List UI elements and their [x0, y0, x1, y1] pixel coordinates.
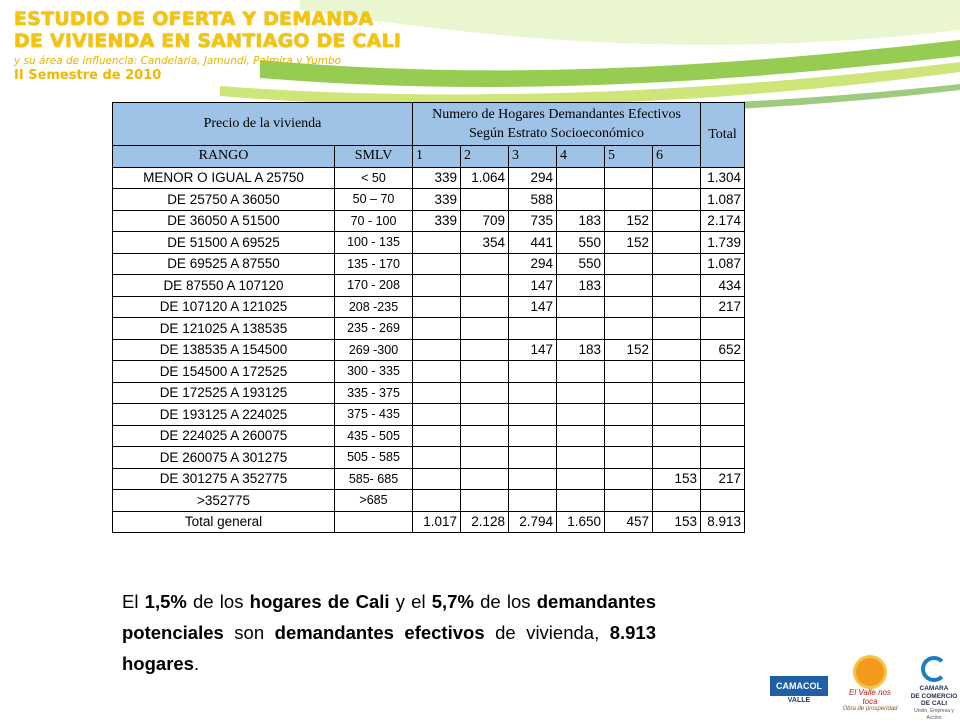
estrato-cell: 339: [413, 210, 461, 232]
estrato-cell: [509, 382, 557, 404]
estrato-cell: [557, 468, 605, 490]
estrato-cell: [557, 490, 605, 512]
rango-cell: DE 172525 A 193125: [113, 382, 335, 404]
note-text: de vivienda,: [484, 622, 610, 643]
header-title-block: [14, 8, 401, 84]
estrato-cell: [605, 318, 653, 340]
smlv-cell: 269 -300: [335, 339, 413, 361]
estrato-cell: [509, 404, 557, 426]
estrato-cell: [557, 361, 605, 383]
total-estrato-cell: 1.017: [413, 511, 461, 533]
header-demand-line1: Numero de Hogares Demandantes Efectivos: [432, 107, 681, 122]
total-estrato-cell: 2.794: [509, 511, 557, 533]
rango-cell: DE 301275 A 352775: [113, 468, 335, 490]
total-cell: [701, 490, 745, 512]
smlv-cell: 375 - 435: [335, 404, 413, 426]
estrato-cell: [653, 296, 701, 318]
estrato-cell: [653, 275, 701, 297]
estrato-cell: 339: [413, 189, 461, 211]
summary-note: [122, 586, 656, 679]
smlv-cell: 335 - 375: [335, 382, 413, 404]
rango-cell: DE 51500 A 69525: [113, 232, 335, 254]
estrato-cell: 294: [509, 253, 557, 275]
header-rango: RANGO: [113, 146, 335, 168]
note-text: El: [122, 591, 145, 612]
estrato-cell: [413, 232, 461, 254]
estrato-cell: [461, 189, 509, 211]
rango-cell: DE 138535 A 154500: [113, 339, 335, 361]
smlv-cell: 435 - 505: [335, 425, 413, 447]
estrato-cell: 147: [509, 275, 557, 297]
note-text: de los: [186, 591, 250, 612]
total-estrato-cell: 2.128: [461, 511, 509, 533]
rango-cell: DE 25750 A 36050: [113, 189, 335, 211]
header-estrato: 2: [461, 146, 509, 168]
header-estrato: 1: [413, 146, 461, 168]
table-row: [113, 425, 745, 447]
estrato-cell: [605, 253, 653, 275]
estrato-cell: 183: [557, 210, 605, 232]
total-smlv-cell: [335, 511, 413, 533]
camacol-logo: [770, 676, 828, 706]
estrato-cell: [461, 296, 509, 318]
total-cell: 1.087: [701, 189, 745, 211]
table-row: [113, 447, 745, 469]
estrato-cell: [653, 404, 701, 426]
smlv-cell: 208 -235: [335, 296, 413, 318]
semester: II Semestre de 2010: [14, 68, 162, 83]
estrato-cell: [413, 404, 461, 426]
table-head-row-1: [113, 103, 745, 146]
note-text: .: [193, 653, 200, 674]
estrato-cell: [413, 296, 461, 318]
estrato-cell: [605, 404, 653, 426]
estrato-cell: 339: [413, 167, 461, 189]
ring-icon: [921, 656, 947, 682]
table-head-row-2: [113, 146, 745, 168]
smlv-cell: 50 – 70: [335, 189, 413, 211]
header-estrato: 5: [605, 146, 653, 168]
subtitle: y su área de influencia: Candelaria, Jamundí, Palmira y Yumbo: [14, 55, 342, 67]
total-label: Total general: [113, 511, 335, 533]
estrato-cell: 152: [605, 339, 653, 361]
table-row: [113, 339, 745, 361]
smlv-cell: 585- 685: [335, 468, 413, 490]
estrato-cell: [413, 361, 461, 383]
rango-cell: DE 260075 A 301275: [113, 447, 335, 469]
total-cell: 1.739: [701, 232, 745, 254]
title-line-2: DE VIVIENDA EN SANTIAGO DE CALI: [14, 30, 402, 52]
estrato-cell: [605, 382, 653, 404]
estrato-cell: [605, 468, 653, 490]
total-cell: [701, 447, 745, 469]
estrato-cell: [413, 468, 461, 490]
estrato-cell: [557, 296, 605, 318]
estrato-cell: 183: [557, 339, 605, 361]
estrato-cell: [653, 189, 701, 211]
estrato-cell: 735: [509, 210, 557, 232]
estrato-cell: [653, 447, 701, 469]
smlv-cell: 235 - 269: [335, 318, 413, 340]
table-body: [113, 167, 745, 533]
table-row: [113, 275, 745, 297]
estrato-cell: [653, 318, 701, 340]
total-row: [113, 511, 745, 533]
table-row: [113, 404, 745, 426]
estrato-cell: [605, 296, 653, 318]
smlv-cell: >685: [335, 490, 413, 512]
table-row: [113, 232, 745, 254]
smlv-cell: 100 - 135: [335, 232, 413, 254]
estrato-cell: [605, 425, 653, 447]
valle-logo-text: El Valle nos toca: [849, 688, 891, 706]
estrato-cell: 1.064: [461, 167, 509, 189]
estrato-cell: [509, 490, 557, 512]
smlv-cell: 70 - 100: [335, 210, 413, 232]
estrato-cell: [461, 447, 509, 469]
note-text: y el: [389, 591, 432, 612]
estrato-cell: [461, 425, 509, 447]
rango-cell: DE 224025 A 260075: [113, 425, 335, 447]
estrato-cell: [653, 382, 701, 404]
total-cell: [701, 318, 745, 340]
camacol-logo-bar: CAMACOL: [770, 676, 828, 696]
total-cell: 217: [701, 468, 745, 490]
table-row: [113, 167, 745, 189]
rango-cell: DE 36050 A 51500: [113, 210, 335, 232]
estrato-cell: 147: [509, 339, 557, 361]
table-row: [113, 253, 745, 275]
estrato-cell: [413, 318, 461, 340]
grand-total-cell: 8.913: [701, 511, 745, 533]
estrato-cell: 709: [461, 210, 509, 232]
cc-logo-text-1: CAMARA: [919, 685, 949, 692]
header-demand: [413, 103, 701, 146]
table-row: [113, 382, 745, 404]
note-bold: 8.913 hogares: [122, 622, 657, 674]
estrato-cell: 183: [557, 275, 605, 297]
estrato-cell: [653, 210, 701, 232]
note-bold: demandantes efectivos: [274, 622, 485, 643]
valle-nos-toca-logo: [842, 652, 898, 718]
estrato-cell: [509, 318, 557, 340]
rango-cell: DE 87550 A 107120: [113, 275, 335, 297]
estrato-cell: [653, 232, 701, 254]
estrato-cell: 550: [557, 253, 605, 275]
table-row: [113, 490, 745, 512]
total-cell: 1.087: [701, 253, 745, 275]
estrato-cell: [557, 425, 605, 447]
estrato-cell: [605, 447, 653, 469]
sponsor-logos: [770, 652, 960, 720]
estrato-cell: [461, 318, 509, 340]
estrato-cell: [557, 382, 605, 404]
total-cell: [701, 404, 745, 426]
table-row: [113, 318, 745, 340]
total-estrato-cell: 457: [605, 511, 653, 533]
note-bold: 1,5%: [144, 591, 187, 612]
note-text: son: [223, 622, 275, 643]
rango-cell: DE 193125 A 224025: [113, 404, 335, 426]
estrato-cell: [605, 167, 653, 189]
estrato-cell: [413, 382, 461, 404]
estrato-cell: [605, 189, 653, 211]
estrato-cell: [653, 339, 701, 361]
estrato-cell: [653, 167, 701, 189]
rango-cell: DE 107120 A 121025: [113, 296, 335, 318]
estrato-cell: 147: [509, 296, 557, 318]
total-estrato-cell: 153: [653, 511, 701, 533]
camara-comercio-cali-logo: [910, 654, 958, 721]
estrato-cell: [653, 490, 701, 512]
estrato-cell: 550: [557, 232, 605, 254]
estrato-cell: [509, 447, 557, 469]
estrato-cell: [557, 189, 605, 211]
estrato-cell: [557, 447, 605, 469]
estrato-cell: [557, 404, 605, 426]
estrato-cell: [461, 468, 509, 490]
estrato-cell: [509, 425, 557, 447]
estrato-cell: [461, 339, 509, 361]
rango-cell: DE 154500 A 172525: [113, 361, 335, 383]
table-row: [113, 468, 745, 490]
estrato-cell: 152: [605, 232, 653, 254]
estrato-cell: [557, 318, 605, 340]
estrato-cell: [461, 490, 509, 512]
table-row: [113, 189, 745, 211]
estrato-cell: [557, 167, 605, 189]
header-estrato: 6: [653, 146, 701, 168]
estrato-cell: [605, 490, 653, 512]
table-row: [113, 210, 745, 232]
estrato-cell: 354: [461, 232, 509, 254]
estrato-cell: [653, 253, 701, 275]
total-cell: [701, 425, 745, 447]
rango-cell: DE 121025 A 138535: [113, 318, 335, 340]
estrato-cell: 153: [653, 468, 701, 490]
title-line-1: ESTUDIO DE OFERTA Y DEMANDA: [14, 8, 374, 30]
total-cell: 434: [701, 275, 745, 297]
estrato-cell: 441: [509, 232, 557, 254]
estrato-cell: [653, 361, 701, 383]
note-bold: hogares de Cali: [249, 591, 390, 612]
estrato-cell: [461, 404, 509, 426]
estrato-cell: [461, 361, 509, 383]
smlv-cell: 505 - 585: [335, 447, 413, 469]
total-cell: 217: [701, 296, 745, 318]
header-total: Total: [701, 103, 745, 168]
sun-icon: [856, 658, 884, 686]
total-cell: [701, 361, 745, 383]
estrato-cell: [509, 361, 557, 383]
rango-cell: >352775: [113, 490, 335, 512]
header-estrato: 3: [509, 146, 557, 168]
header-estrato: 4: [557, 146, 605, 168]
estrato-cell: [413, 425, 461, 447]
estrato-cell: [605, 361, 653, 383]
header-precio: Precio de la vivienda: [113, 103, 413, 146]
estrato-cell: [653, 425, 701, 447]
cc-logo-subtext: Unión, Empresa y Acción: [914, 707, 954, 721]
camacol-logo-sub: VALLE: [787, 697, 811, 704]
header-demand-line2: Según Estrato Socioeconómico: [469, 126, 644, 141]
cc-logo-text-2: DE COMERCIO: [910, 692, 958, 700]
estrato-cell: [509, 468, 557, 490]
valle-logo-subtext: Obra de prosperidad: [842, 706, 898, 712]
total-cell: 2.174: [701, 210, 745, 232]
table-row: [113, 361, 745, 383]
estrato-cell: [413, 253, 461, 275]
estrato-cell: [461, 253, 509, 275]
estrato-cell: 152: [605, 210, 653, 232]
header-smlv: SMLV: [335, 146, 413, 168]
smlv-cell: 135 - 170: [335, 253, 413, 275]
total-cell: 652: [701, 339, 745, 361]
estrato-cell: [413, 275, 461, 297]
estrato-cell: [413, 490, 461, 512]
note-bold: 5,7%: [431, 591, 474, 612]
estrato-cell: 588: [509, 189, 557, 211]
total-cell: 1.304: [701, 167, 745, 189]
rango-cell: DE 69525 A 87550: [113, 253, 335, 275]
smlv-cell: 300 - 335: [335, 361, 413, 383]
estrato-cell: 294: [509, 167, 557, 189]
rango-cell: MENOR O IGUAL A 25750: [113, 167, 335, 189]
estrato-cell: [605, 275, 653, 297]
estrato-cell: [413, 339, 461, 361]
cc-logo-text-3: DE CALI: [921, 700, 947, 707]
estrato-cell: [413, 447, 461, 469]
total-estrato-cell: 1.650: [557, 511, 605, 533]
smlv-cell: 170 - 208: [335, 275, 413, 297]
smlv-cell: < 50: [335, 167, 413, 189]
demand-table: [112, 102, 745, 533]
note-text: de los: [473, 591, 537, 612]
note-bold: demandantes potenciales: [122, 591, 656, 643]
estrato-cell: [461, 275, 509, 297]
table-row: [113, 296, 745, 318]
total-cell: [701, 382, 745, 404]
estrato-cell: [461, 382, 509, 404]
